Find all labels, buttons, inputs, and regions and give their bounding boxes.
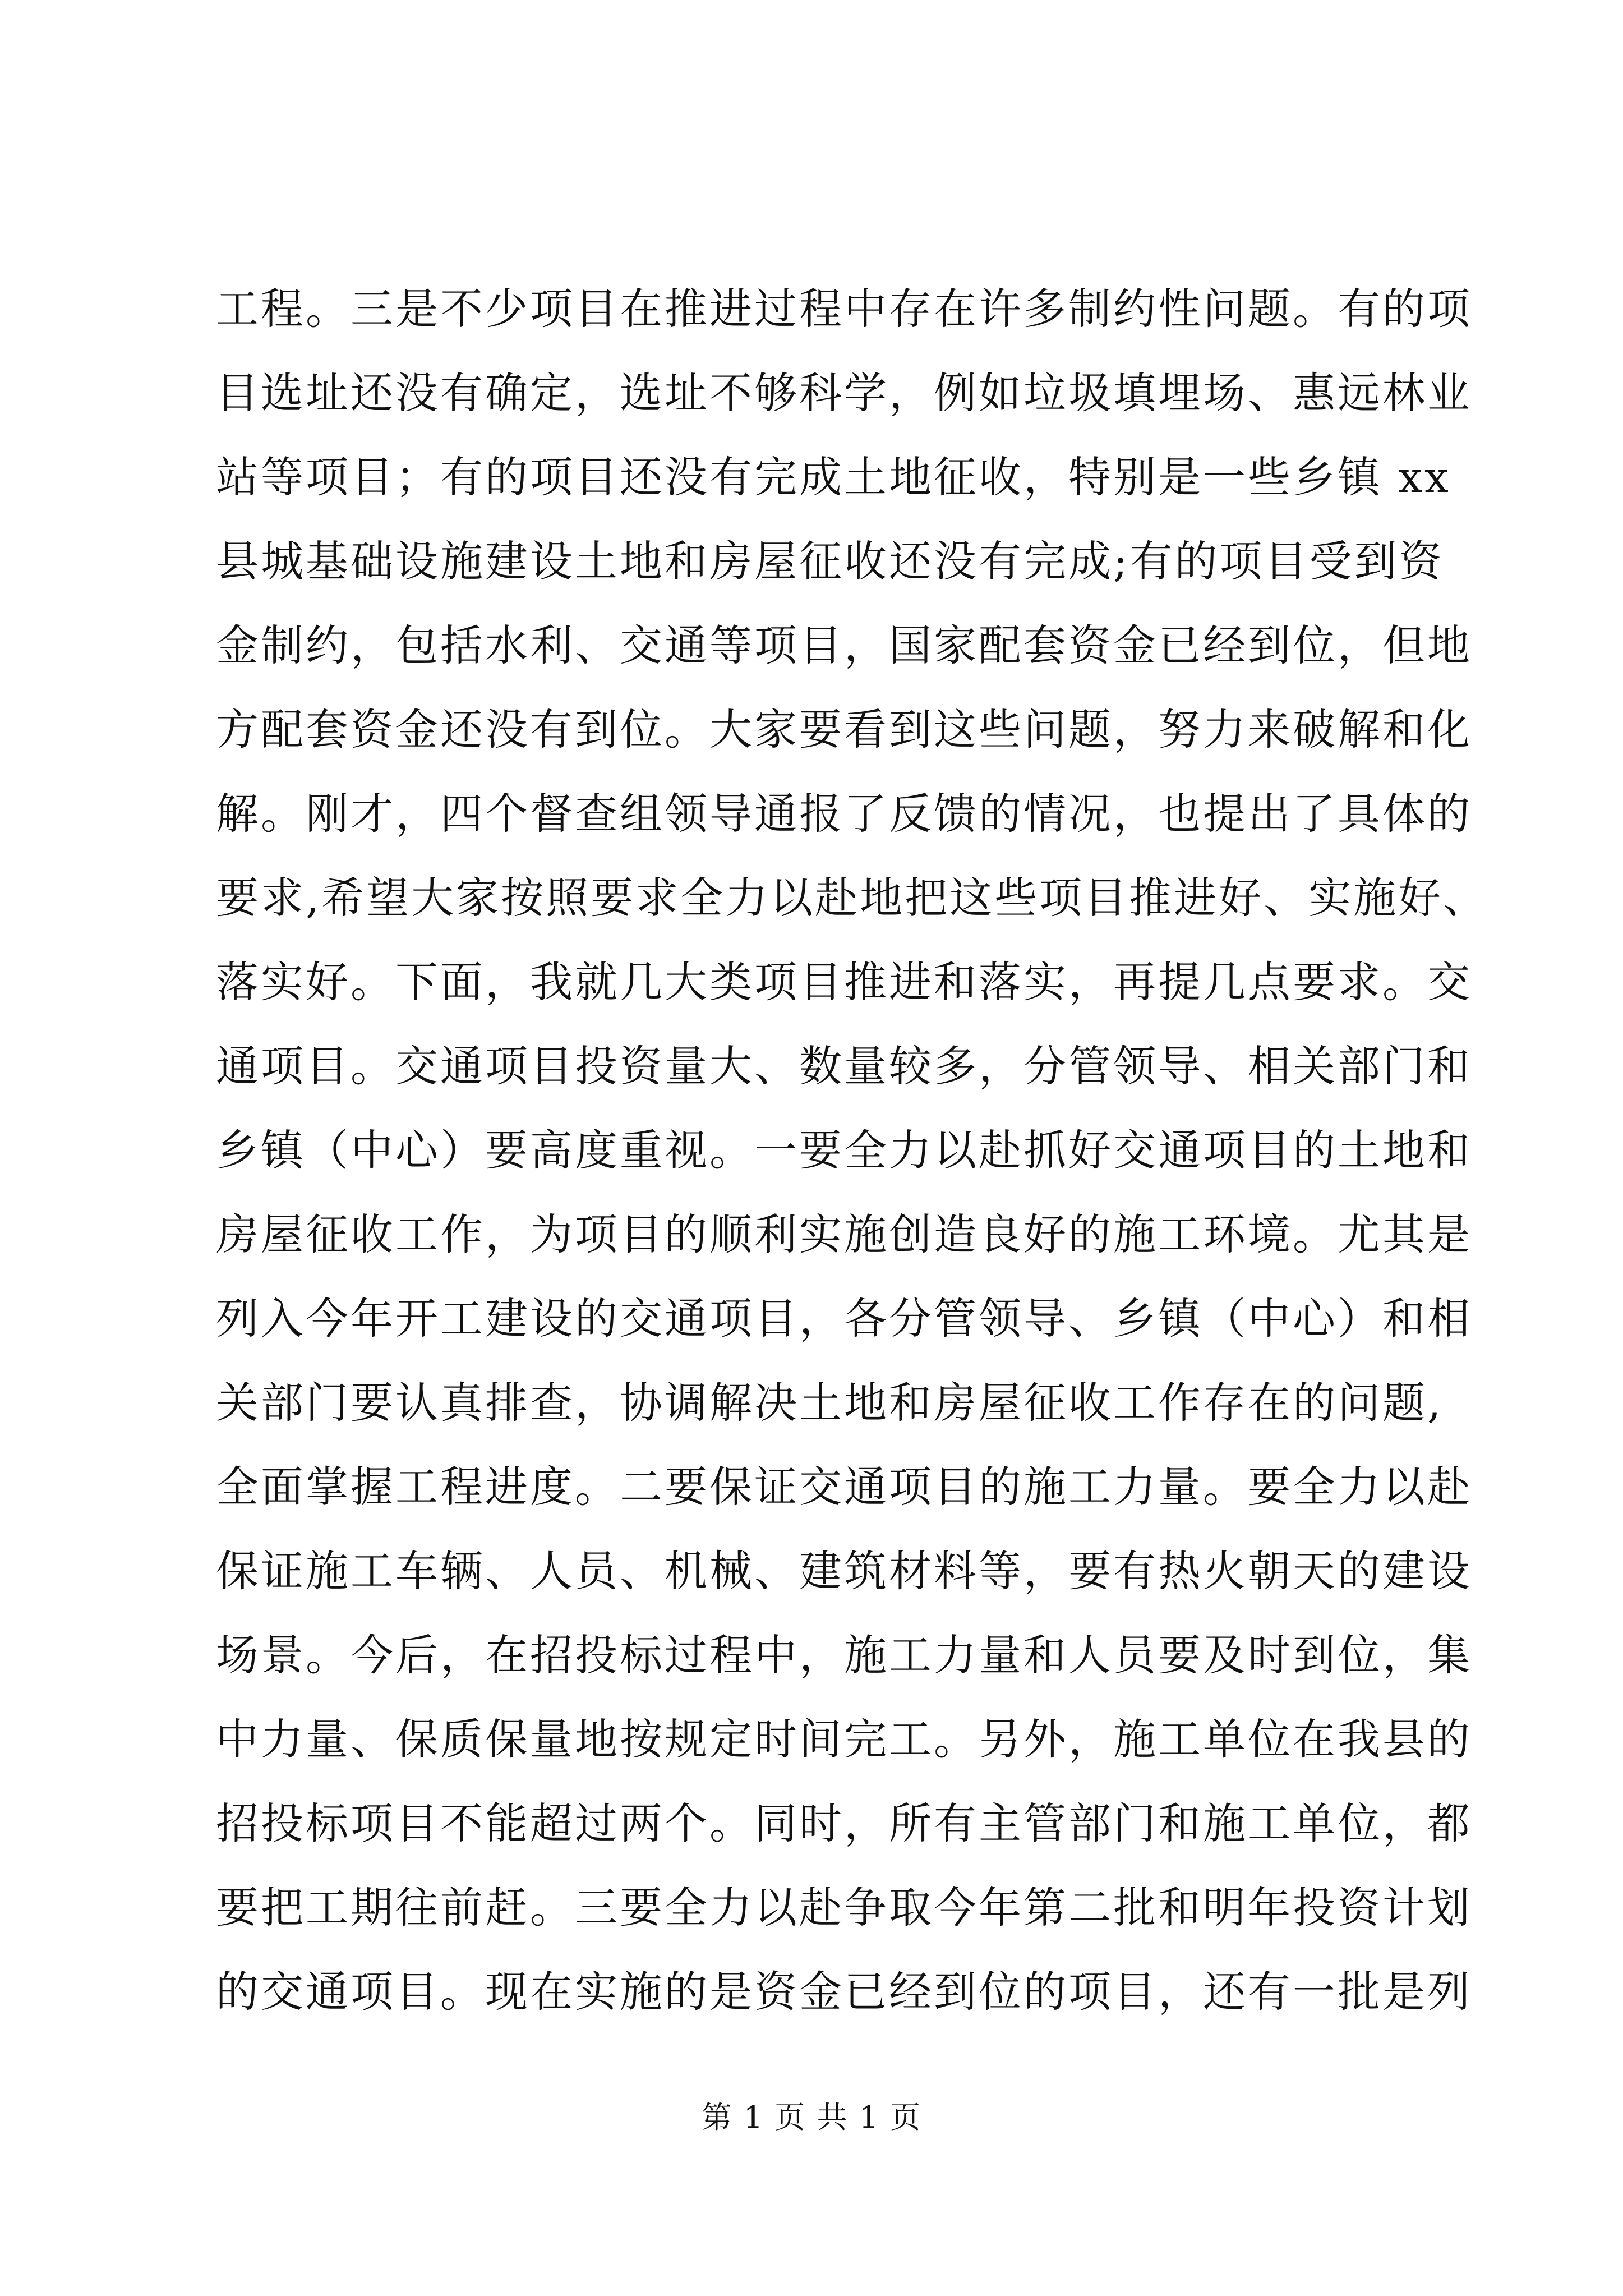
text-line: 全面掌握工程进度。二要保证交通项目的施工力量。要全力以赴	[216, 1462, 1472, 1512]
text-line: 的交通项目。现在实施的是资金已经到位的项目，还有一批是列	[216, 1967, 1472, 2017]
text-line: 县城基础设施建设土地和房屋征收还没有完成;有的项目受到资	[216, 536, 1444, 586]
text-line: 场景。今后，在招投标过程中，施工力量和人员要及时到位，集	[216, 1630, 1472, 1680]
text-line: 通项目。交通项目投资量大、数量较多，分管领导、相关部门和	[216, 1041, 1472, 1091]
text-line: 关部门要认真排查，协调解决土地和房屋征收工作存在的问题,	[216, 1378, 1444, 1428]
text-line: 列入今年开工建设的交通项目，各分管领导、乡镇（中心）和相	[216, 1294, 1472, 1343]
text-line: 工程。三是不少项目在推进过程中存在许多制约性问题。有的项	[216, 284, 1472, 334]
text-line: 乡镇（中心）要高度重视。一要全力以赴抓好交通项目的土地和	[216, 1125, 1472, 1175]
document-body	[216, 267, 1488, 2034]
text-line: 金制约，包括水利、交通等项目，国家配套资金已经到位，但地	[216, 620, 1472, 670]
text-line: 解。刚才，四个督查组领导通报了反馈的情况，也提出了具体的	[216, 789, 1472, 839]
text-line: 房屋征收工作，为项目的顺利实施创造良好的施工环境。尤其是	[216, 1209, 1472, 1259]
text-line: 目选址还没有确定，选址不够科学，例如垃圾填埋场、惠远林业	[216, 368, 1472, 418]
page-number-footer: 第 1 页 共 1 页	[701, 2100, 922, 2135]
text-line: 保证施工车辆、人员、机械、建筑材料等，要有热火朝天的建设	[216, 1546, 1472, 1596]
text-line: 方配套资金还没有到位。大家要看到这些问题，努力来破解和化	[216, 705, 1472, 754]
text-line: 招投标项目不能超过两个。同时，所有主管部门和施工单位，都	[216, 1798, 1472, 1848]
text-line: 要求,希望大家按照要求全力以赴地把这些项目推进好、实施好、	[216, 873, 1488, 923]
text-line: 落实好。下面，我就几大类项目推进和落实，再提几点要求。交	[216, 957, 1472, 1007]
text-line: 中力量、保质保量地按规定时间完工。另外，施工单位在我县的	[216, 1714, 1472, 1764]
text-line: 要把工期往前赶。三要全力以赴争取今年第二批和明年投资计划	[216, 1883, 1472, 1932]
text-line: 站等项目；有的项目还没有完成土地征收，特别是一些乡镇 xx	[216, 452, 1451, 502]
